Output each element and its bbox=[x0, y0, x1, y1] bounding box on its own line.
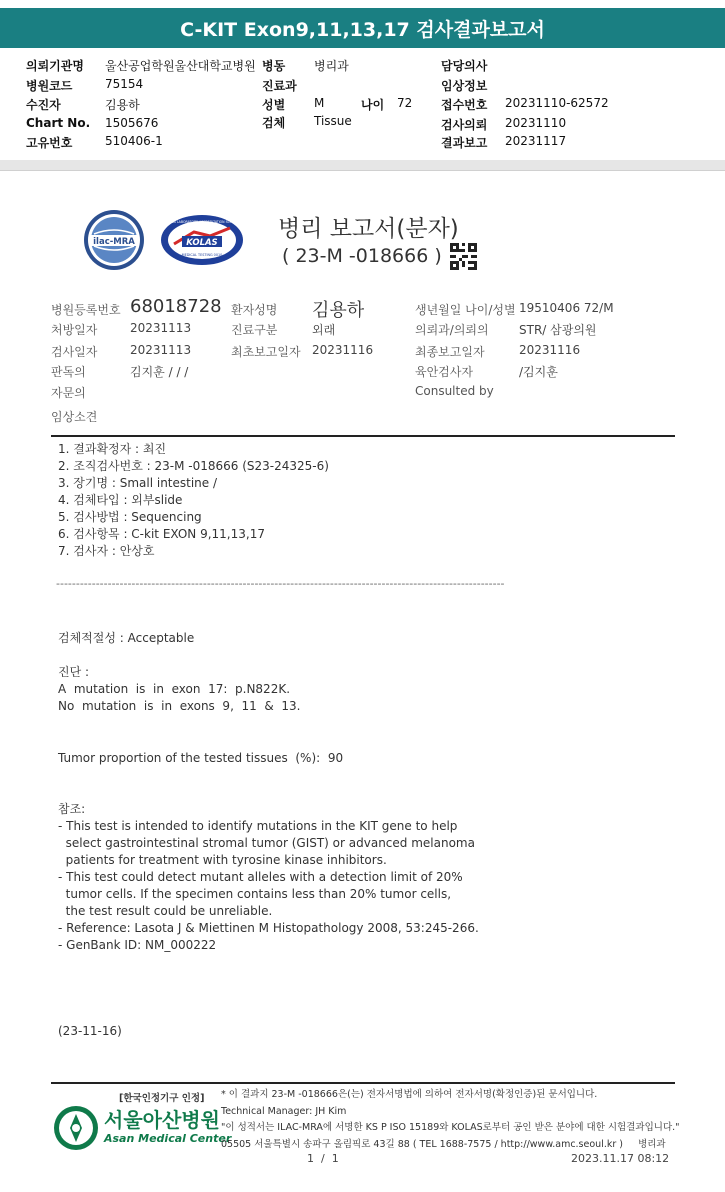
print-timestamp: 2023.11.17 08:12 bbox=[571, 1152, 670, 1165]
reference-line: - GenBank ID: NM_000222 bbox=[58, 938, 217, 952]
list-item: 3. 장기명 : Small intestine / bbox=[58, 476, 218, 490]
header-label: 나이 bbox=[361, 98, 385, 112]
patient-value: 외래 bbox=[312, 323, 336, 337]
patient-value: 김지훈 / / / bbox=[130, 365, 189, 379]
header-label: 의뢰기관명 bbox=[26, 59, 84, 73]
header-value: 김용하 bbox=[105, 98, 140, 112]
section-separator bbox=[0, 160, 725, 170]
diagnosis-block bbox=[58, 664, 300, 715]
reference-line: - This test is intended to identify mutations in the KIT gene to help bbox=[58, 819, 458, 833]
footer-info bbox=[221, 1087, 680, 1153]
hospital-name-en: Asan Medical Center bbox=[104, 1132, 232, 1145]
header-value: 75154 bbox=[105, 77, 144, 91]
list-item: 2. 조직검사번호 : 23-M -018666 (S23-24325-6) bbox=[58, 459, 329, 473]
header-value: 병리과 bbox=[314, 59, 349, 73]
page-number: 1 / 1 bbox=[307, 1152, 339, 1165]
patient-value: 20231116 bbox=[519, 343, 581, 357]
kolas-logo bbox=[160, 214, 244, 266]
kolas-ring-text: KOREA LABORATORY ACCREDITATION SCHEME bbox=[164, 220, 240, 224]
section-separator-line bbox=[0, 170, 725, 171]
header-label: Chart No. bbox=[26, 116, 91, 130]
patient-label: 임상소견 bbox=[51, 410, 98, 424]
patient-label: 병원등록번호 bbox=[51, 303, 121, 317]
test-items-list bbox=[58, 441, 329, 560]
patient-label: 판독의 bbox=[51, 365, 86, 379]
reference-line: tumor cells. If the specimen contains less than 20% tumor cells, bbox=[58, 887, 452, 901]
reference-label: 참조: bbox=[58, 802, 86, 816]
footer-rule bbox=[51, 1082, 675, 1084]
diagnosis-label: 진단 : bbox=[58, 665, 90, 679]
list-item: 5. 검사방법 : Sequencing bbox=[58, 510, 202, 524]
header-label: 접수번호 bbox=[441, 98, 488, 112]
kolas-sub-text: MEDICAL TESTING 0010 bbox=[181, 253, 223, 257]
header-label: 병동 bbox=[262, 59, 286, 73]
ilac-mra-logo bbox=[82, 208, 146, 272]
header-label: 고유번호 bbox=[26, 136, 73, 150]
patient-label: Consulted by bbox=[415, 384, 494, 398]
patient-value: 김용하 bbox=[312, 300, 365, 321]
reference-line: select gastrointestinal stromal tumor (GIST) or advanced melanoma bbox=[58, 836, 475, 850]
footer-line: * 이 결과지 23-M -018666은(는) 전자서명법에 의하여 전자서명(확정인증)된 문서입니다. bbox=[221, 1089, 598, 1100]
patient-label: 최종보고일자 bbox=[415, 345, 485, 359]
patient-label: 환자성명 bbox=[231, 303, 278, 317]
patient-label: 의뢰과/의뢰의 bbox=[415, 323, 489, 337]
diagnosis-line: A mutation is in exon 17: p.N822K. bbox=[58, 682, 291, 696]
section-rule bbox=[51, 435, 675, 437]
diagnosis-line: No mutation is in exons 9, 11 & 13. bbox=[58, 699, 301, 713]
reference-line: the test result could be unreliable. bbox=[58, 904, 273, 918]
tumor-proportion: Tumor proportion of the tested tissues (%): 90 bbox=[58, 751, 344, 765]
patient-value: 20231113 bbox=[130, 343, 192, 357]
patient-label: 최초보고일자 bbox=[231, 345, 301, 359]
header-value: 울산공업학원울산대학교병원 bbox=[105, 59, 256, 73]
patient-label: 육안검사자 bbox=[415, 365, 473, 379]
certification-label: [한국인정기구 인정] bbox=[119, 1093, 205, 1104]
header-label: 병원코드 bbox=[26, 79, 73, 93]
header-value: M bbox=[314, 96, 325, 110]
header-label: 검사의뢰 bbox=[441, 118, 488, 132]
header-value: 20231110-62572 bbox=[505, 96, 609, 110]
report-title: 병리 보고서(분자) bbox=[278, 216, 459, 242]
header-value: 1505676 bbox=[105, 116, 159, 130]
header-value: 20231110 bbox=[505, 116, 567, 130]
kolas-logo-text: KOLAS bbox=[186, 238, 218, 248]
patient-label: 자문의 bbox=[51, 386, 86, 400]
hospital-name-kr: 서울아산병원 bbox=[104, 1108, 220, 1132]
list-item: 1. 결과확정자 : 최진 bbox=[58, 442, 167, 456]
patient-label: 검사일자 bbox=[51, 345, 98, 359]
header-value: Tissue bbox=[314, 114, 352, 128]
report-date-note: (23-11-16) bbox=[58, 1024, 122, 1038]
patient-value: /김지훈 bbox=[519, 365, 558, 379]
footer-line: Technical Manager: JH Kim bbox=[221, 1105, 347, 1117]
report-header-title: C-KIT Exon9,11,13,17 검사결과보고서 bbox=[180, 18, 545, 41]
footer-line: "이 성적서는 ILAC-MRA에 서명한 KS P ISO 15189와 KOLAS로부터 공인 받은 분야에 대한 시험결과입니다." bbox=[221, 1122, 680, 1133]
header-label: 임상정보 bbox=[441, 79, 488, 93]
patient-value: STR/ 삼광의원 bbox=[519, 323, 597, 337]
patient-value: 20231116 bbox=[312, 343, 374, 357]
header-label: 성별 bbox=[262, 98, 286, 112]
header-label: 검체 bbox=[262, 116, 286, 130]
list-item: 4. 검체타입 : 외부slide bbox=[58, 493, 183, 507]
reference-block bbox=[58, 801, 479, 954]
specimen-adequacy: 검체적절성 : Acceptable bbox=[58, 631, 195, 645]
reference-line: patients for treatment with tyrosine kinase inhibitors. bbox=[58, 853, 387, 867]
hospital-logo-icon bbox=[52, 1104, 100, 1152]
header-value: 20231117 bbox=[505, 134, 567, 148]
header-label: 수진자 bbox=[26, 98, 61, 112]
patient-label: 처방일자 bbox=[51, 323, 98, 337]
patient-label: 진료구분 bbox=[231, 323, 278, 337]
header-value: 510406-1 bbox=[105, 134, 163, 148]
list-item: 7. 검사자 : 안상호 bbox=[58, 544, 155, 558]
reference-line: - Reference: Lasota J & Miettinen M Histopathology 2008, 53:245-266. bbox=[58, 921, 479, 935]
patient-value: 68018728 bbox=[130, 296, 222, 317]
report-number: ( 23-M -018666 ) bbox=[282, 245, 442, 267]
patient-label: 생년월일 나이/성별 bbox=[415, 303, 516, 317]
reference-line: - This test could detect mutant alleles with a detection limit of 20% bbox=[58, 870, 463, 884]
ilac-logo-text: ilac-MRA bbox=[93, 237, 135, 247]
header-label: 담당의사 bbox=[441, 59, 488, 73]
patient-value: 19510406 72/M bbox=[519, 301, 614, 315]
header-value: 72 bbox=[397, 96, 413, 110]
list-item: 6. 검사항목 : C-kit EXON 9,11,13,17 bbox=[58, 527, 265, 541]
patient-value: 20231113 bbox=[130, 321, 192, 335]
report-header-bar bbox=[0, 8, 725, 48]
header-label: 진료과 bbox=[262, 79, 297, 93]
qr-code-icon bbox=[450, 243, 477, 270]
dashed-divider: ----------------------------------------------------------------------------------------------------------------- bbox=[56, 577, 505, 590]
footer-line: 05505 서울특별시 송파구 올림픽로 43길 88 ( TEL 1688-7575 / http://www.amc.seoul.kr ) 병리과 bbox=[221, 1138, 666, 1150]
header-label: 결과보고 bbox=[441, 136, 488, 150]
